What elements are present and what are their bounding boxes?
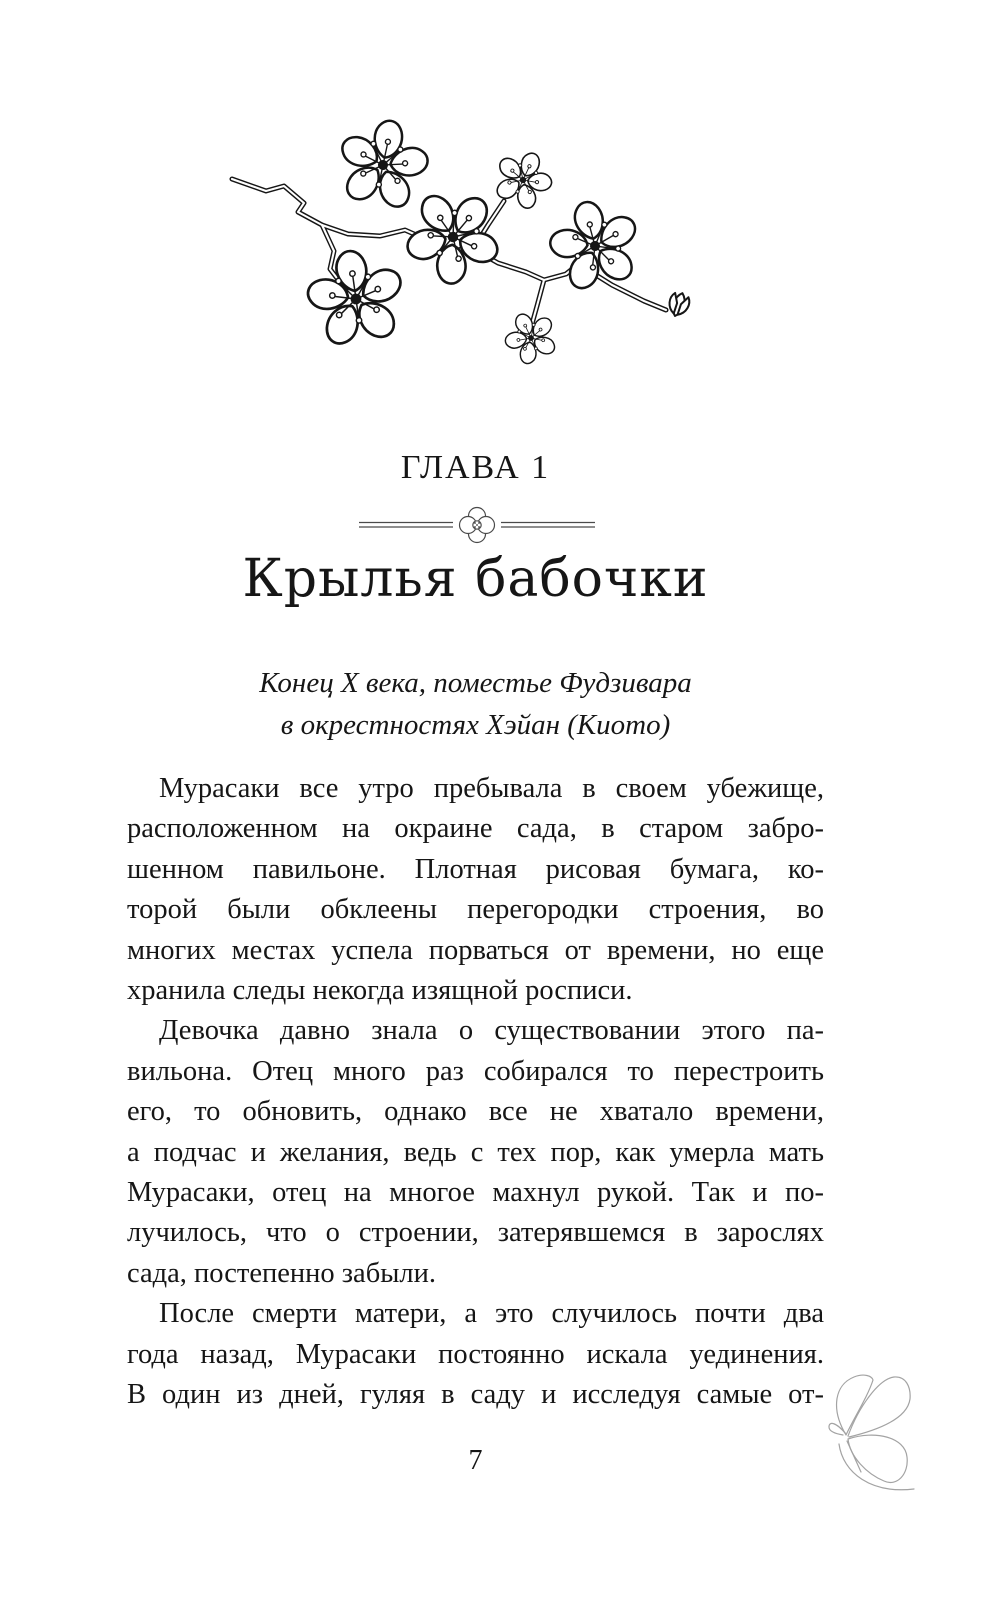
body-text-line: вильона. Отец много раз собирался то перестроить [127, 1055, 824, 1087]
epigraph-line: в окрестностях Хэйан (Киото) [280, 709, 671, 741]
body-text-line: года назад, Мурасаки постоянно искала уединения. [127, 1338, 824, 1370]
body-text-line: сада, постепенно забыли. [127, 1257, 436, 1289]
epigraph [127, 662, 824, 746]
body-text [127, 769, 824, 1416]
body-text-line: торой были обклеены перегородки строения, во [127, 894, 824, 926]
chapter-title: Крылья бабочки [242, 549, 709, 609]
body-text-line: Девочка давно знала о существовании этого па- [159, 1015, 824, 1047]
body-text-line: многих местах успела порваться от времени, но еще [127, 934, 824, 966]
body-text-line: а подчас и желания, ведь с тех пор, как умерла мать [127, 1136, 824, 1168]
quatrefoil-ornament-icon [460, 508, 495, 543]
body-text-line: его, то обновить, однако все не хватало времени, [127, 1096, 824, 1128]
body-text-line: Мурасаки все утро пребывала в своем убежище, [159, 773, 824, 804]
body-text-line: шенном павильоне. Плотная рисовая бумага, ко- [127, 853, 824, 885]
butterfly-icon [823, 1368, 933, 1508]
body-text-line: хранила следы некогда изящной росписи. [127, 975, 633, 1007]
body-text-line: После смерти матери, а это случилось почти два [159, 1298, 824, 1330]
page-number: 7 [468, 1445, 483, 1476]
body-text-line: Мурасаки, отец на многое махнул рукой. Так и по- [127, 1177, 824, 1209]
body-text-line: лучилось, что о строении, затерявшемся в зарослях [127, 1217, 824, 1249]
cherry-blossom-illustration [228, 103, 712, 385]
body-text-line: расположенном на окраине сада, в старом забро- [127, 813, 824, 845]
epigraph-line: Конец X века, поместье Фудзивара [259, 667, 692, 699]
chapter-heading: ГЛАВА 1 [400, 449, 551, 486]
body-text-line: В один из дней, гуляя в саду и исследуя самые от- [127, 1379, 824, 1411]
section-divider [357, 505, 597, 545]
